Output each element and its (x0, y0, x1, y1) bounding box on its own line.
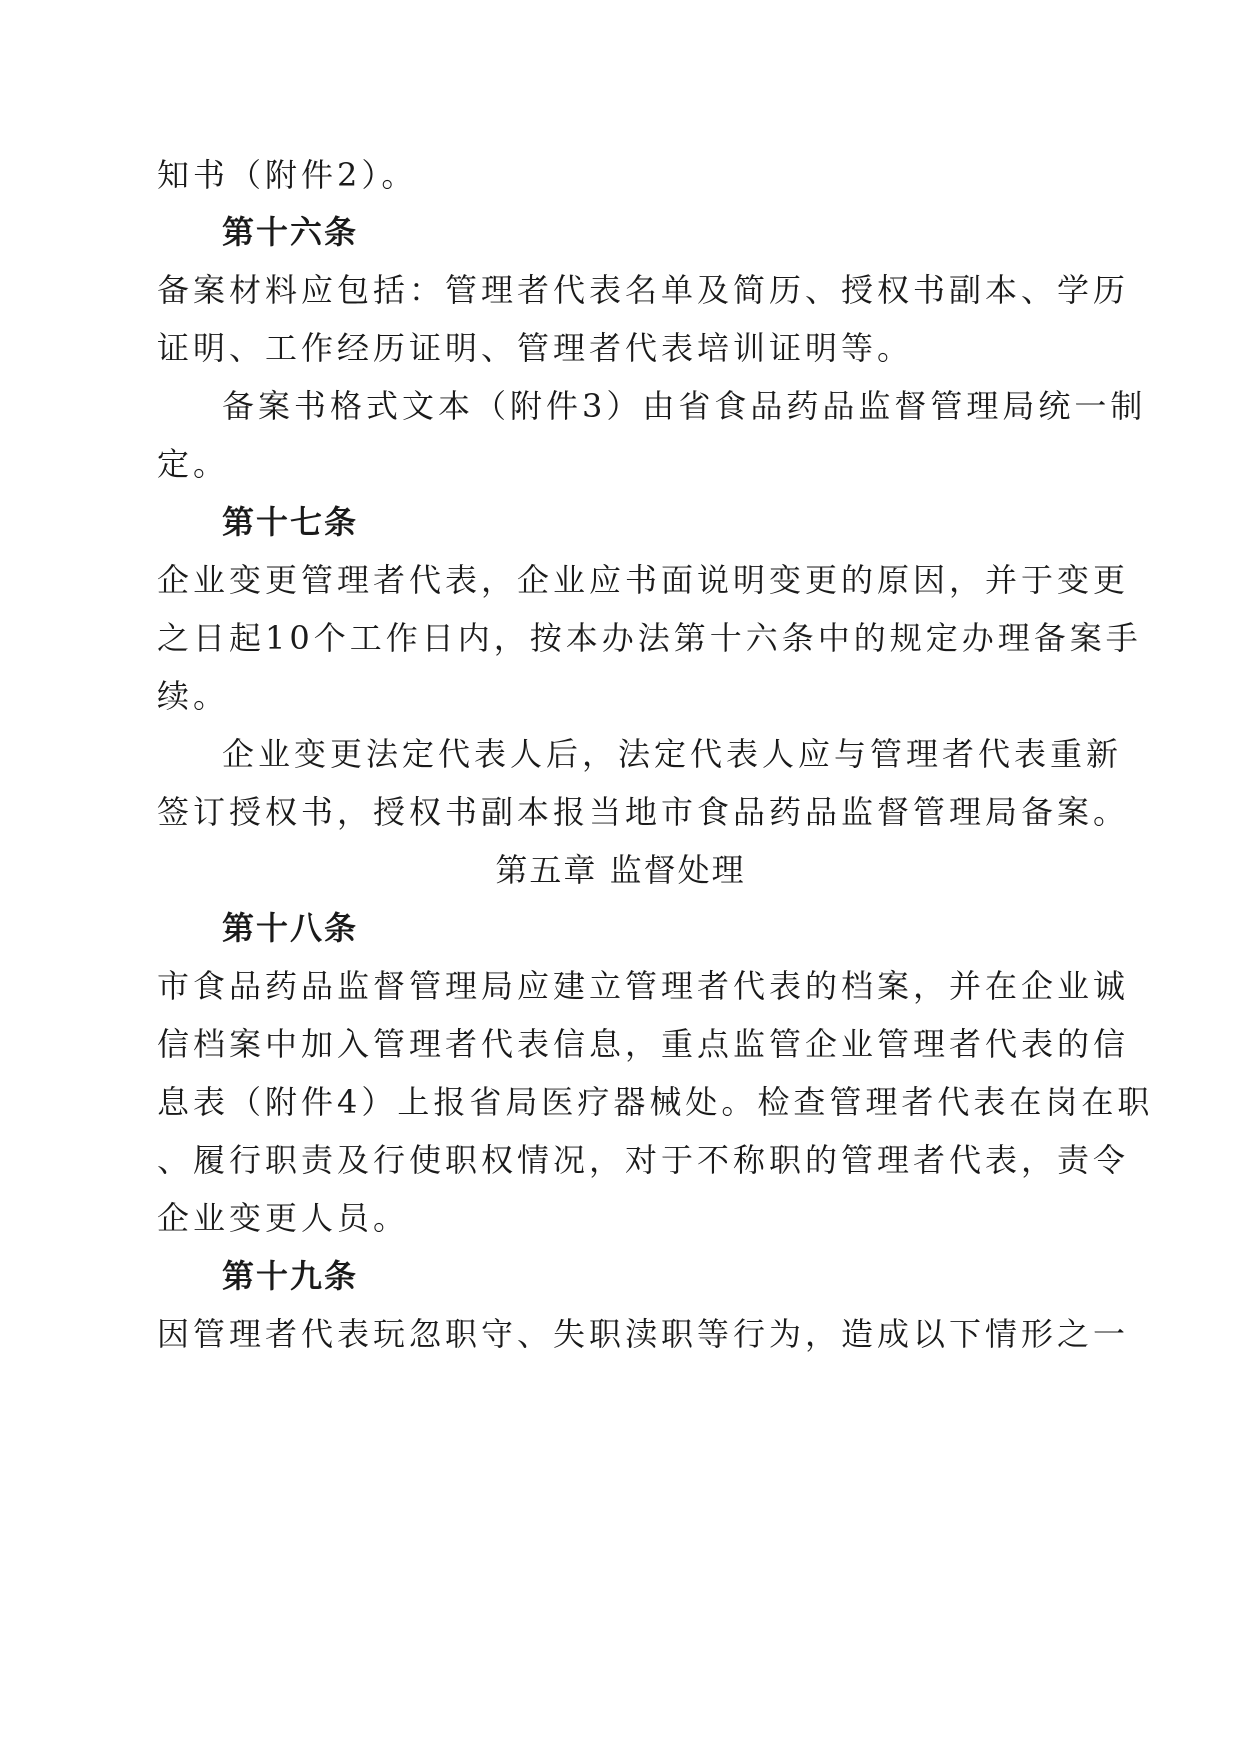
article-heading-19: 第十九条 (222, 1257, 359, 1295)
paragraph-line: 证明、工作经历证明、管理者代表培训证明等。 (157, 329, 914, 367)
paragraph-line: 定。 (157, 445, 230, 483)
paragraph-line: 息表（附件4）上报省局医疗器械处。检查管理者代表在岗在职 (157, 1083, 1154, 1121)
paragraph-line: 企业变更法定代表人后，法定代表人应与管理者代表重新 (222, 735, 1123, 773)
paragraph-line: 因管理者代表玩忽职守、失职渎职等行为，造成以下情形之一 (157, 1315, 1130, 1353)
paragraph-line: 信档案中加入管理者代表信息，重点监管企业管理者代表的信 (157, 1025, 1130, 1063)
article-heading-16: 第十六条 (222, 213, 359, 251)
paragraph-line: 知书（附件2）。 (157, 156, 418, 194)
paragraph-line: 签订授权书，授权书副本报当地市食品药品监督管理局备案。 (157, 793, 1130, 831)
paragraph-line: 企业变更管理者代表，企业应书面说明变更的原因，并于变更 (157, 561, 1130, 599)
article-heading-17: 第十七条 (222, 503, 359, 541)
article-heading-18: 第十八条 (222, 909, 359, 947)
paragraph-line: 备案材料应包括：管理者代表名单及简历、授权书副本、学历 (157, 271, 1130, 309)
paragraph-line: 市食品药品监督管理局应建立管理者代表的档案，并在企业诚 (157, 967, 1130, 1005)
paragraph-line: 续。 (157, 677, 230, 715)
chapter-title: 第五章 监督处理 (495, 851, 746, 889)
paragraph-line: 、履行职责及行使职权情况，对于不称职的管理者代表，责令 (157, 1141, 1130, 1179)
paragraph-line: 备案书格式文本（附件3）由省食品药品监督管理局统一制 (222, 387, 1147, 425)
paragraph-line: 企业变更人员。 (157, 1199, 410, 1237)
paragraph-line: 之日起10个工作日内，按本办法第十六条中的规定办理备案手 (157, 619, 1142, 657)
